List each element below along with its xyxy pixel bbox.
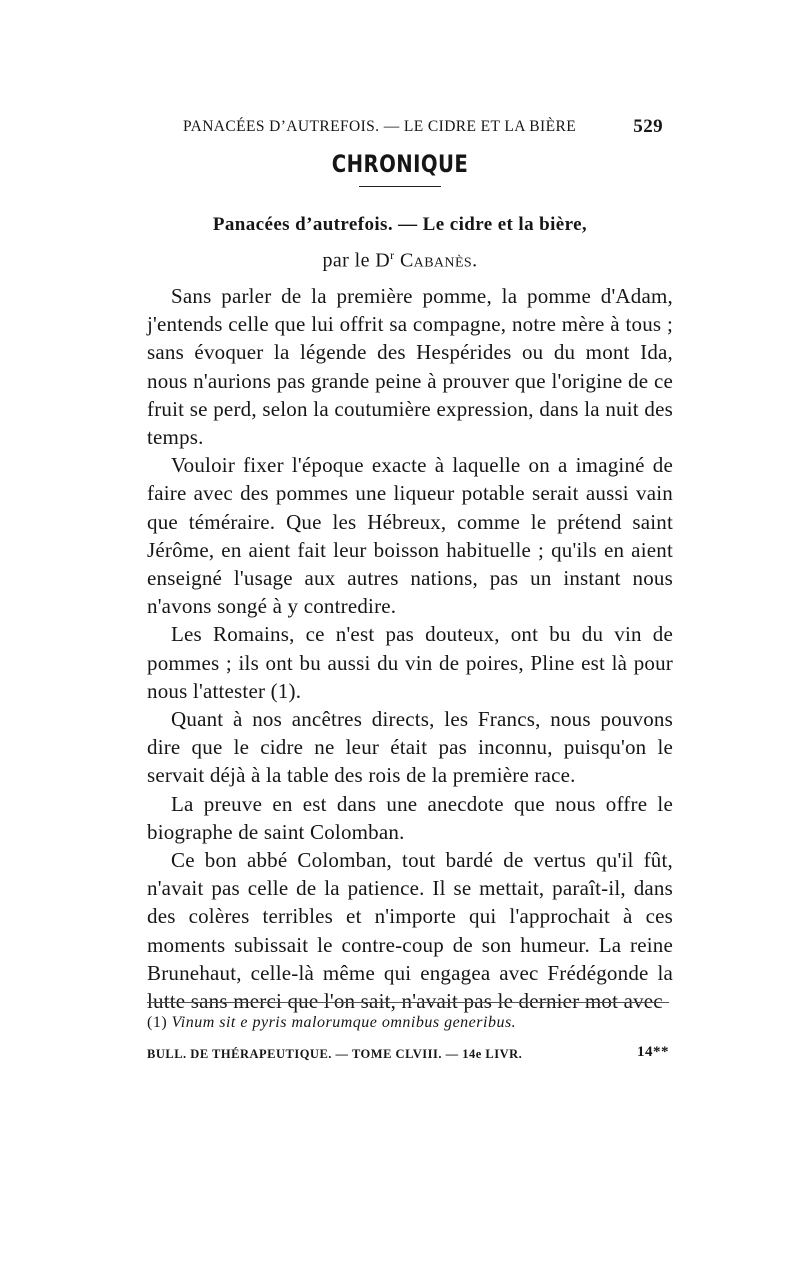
section-title: CHRONIQUE — [331, 150, 469, 178]
paragraph: Vouloir fixer l'époque exacte à laquelle on a imaginé de faire avec des pommes une liqueur potable serait aussi vain que téméraire. Que les Hébreux, comme le prétend saint Jérôme, en aient fait leur boisson habituelle ; qu'ils en aient enseigné l'usage aux autres nations, pas un instant nous n'avons songé à y contredire. — [147, 453, 673, 619]
article-title: Panacées d’autrefois. — Le cidre et la bière, — [212, 214, 588, 235]
footnote-marker: (1) — [147, 1014, 168, 1031]
paragraph: Sans parler de la première pomme, la pomme d'Adam, j'entends celle que lui offrit sa compagne, notre mère à tous ; sans évoquer la légende des Hespérides ou du mont Ida, nous n'aurions pas grande peine à prouver que l'origine de ce fruit se perd, selon la coutumière expression, dans la nuit des temps. — [147, 284, 673, 450]
footnote-rule — [147, 1002, 669, 1003]
footnote-text: Vinum sit e pyris malorumque omnibus generibus. — [171, 1014, 517, 1031]
byline-author: Cabanès. — [399, 249, 478, 272]
signature-text: BULL. DE THÉRAPEUTIQUE. — TOME CLVIII. — 14e LIVR. — [147, 1047, 523, 1061]
running-head — [183, 116, 663, 140]
paragraph: Les Romains, ce n'est pas douteux, ont bu du vin de pommes ; ils ont bu aussi du vin de poires, Pline est là pour nous l'attester (1). — [147, 622, 673, 703]
title-rule — [359, 186, 441, 187]
byline-superscript: r — [390, 248, 395, 262]
running-head-title: PANACÉES D’AUTREFOIS. — LE CIDRE ET LA BIÈRE — [183, 118, 577, 135]
paragraph: Ce bon abbé Colomban, tout bardé de vertus qu'il fût, n'avait pas celle de la patience. Il se mettait, paraît-il, dans des colères terribles et n'importe qui l'approchait à ces moments subissait le contre-coup de son humeur. La reine Brunehaut, celle-là même qui engagea avec Frédégonde la lutte sans merci que l'on sait, n'avait pas le dernier mot avec — [147, 848, 673, 1014]
article-body — [147, 282, 673, 1015]
footnote — [147, 1014, 673, 1032]
byline — [0, 248, 800, 273]
paragraph: Quant à nos ancêtres directs, les Francs, nous pouvons dire que le cidre ne leur était pas inconnu, puisqu'on le servait déjà à la table des rois de la première race. — [147, 707, 673, 788]
signature-mark: 14** — [637, 1044, 669, 1060]
printer-signature — [147, 1044, 669, 1064]
paragraph: La preuve en est dans une anecdote que nous offre le biographe de saint Colomban. — [147, 791, 673, 844]
page-number: 529 — [633, 116, 663, 137]
byline-prefix: par le D — [322, 249, 391, 272]
